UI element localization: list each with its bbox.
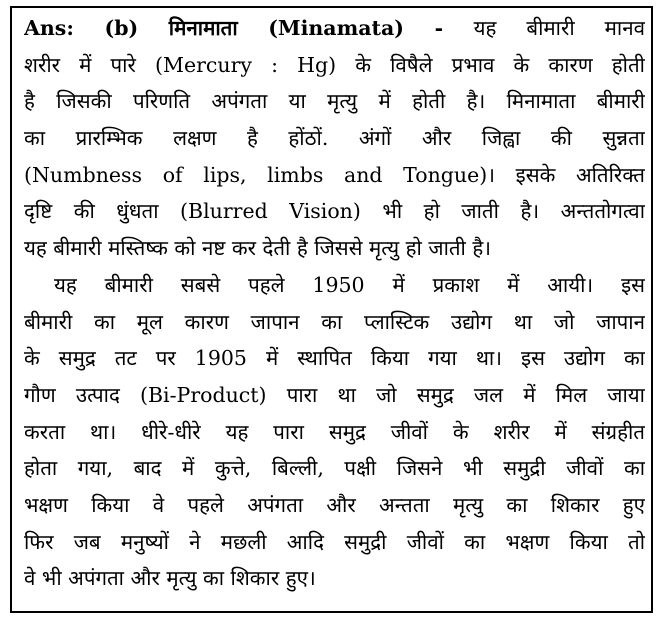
answer-first-line: [24, 10, 645, 47]
text-line: यह बीमारी मानव: [473, 16, 645, 40]
text-line: (Numbness of lips, limbs and Tongue)। इसके अतिरिक्त: [24, 162, 645, 187]
text-line: शरीर में पारे (Mercury : Hg) के विषैले प्रभाव के कारण होती: [24, 52, 645, 77]
text-line: के समुद्र तट पर 1905 में स्थापित किया गया था। इस उद्योग का: [24, 346, 645, 371]
text-line: भक्षण किया वे पहले अपंगता और अन्तता मृत्यु का शिकार हुए: [24, 492, 645, 517]
answer-label: Ans: (b) मिनामाता (Minamata) -: [24, 16, 474, 40]
text-line: करता था। धीरे-धीरे यह पारा समुद्र जीवों के शरीर में संग्रहीत: [24, 419, 645, 444]
text-line: बीमारी का मूल कारण जापान का प्लास्टिक उद्योग था जो जापान: [24, 309, 645, 334]
text-line: दृष्टि की धुंधता (Blurred Vision) भी हो जाती है। अन्ततोगत्वा: [24, 199, 645, 224]
text-line: होता गया, बाद में कुत्ते, बिल्ली, पक्षी जिसने भी समुद्री जीवों का: [24, 456, 645, 481]
text-line: वे भी अपंगता और मृत्यु का शिकार हुए।: [24, 566, 316, 591]
text-line: गौण उत्पाद (Bi-Product) पारा था जो समुद्र जल में मिल जाया: [24, 382, 645, 407]
text-line: है जिसकी परिणति अपंगता या मृत्यु में होती है। मिनामाता बीमारी: [24, 89, 645, 114]
text-line: फिर जब मनुष्यों ने मछली आदि समुद्री जीवों का भक्षण किया तो: [24, 529, 645, 554]
text-line: यह बीमारी सबसे पहले 1950 में प्रकाश में आयी। इस: [54, 272, 645, 297]
answer-box: [10, 6, 653, 613]
text-line: यह बीमारी मस्तिष्क को नष्ट कर देती है जिससे मृत्यु हो जाती है।: [24, 236, 492, 261]
text-line: का प्रारम्भिक लक्षण है होंठों. अंगों और जिह्वा की सुन्नता: [24, 126, 645, 151]
